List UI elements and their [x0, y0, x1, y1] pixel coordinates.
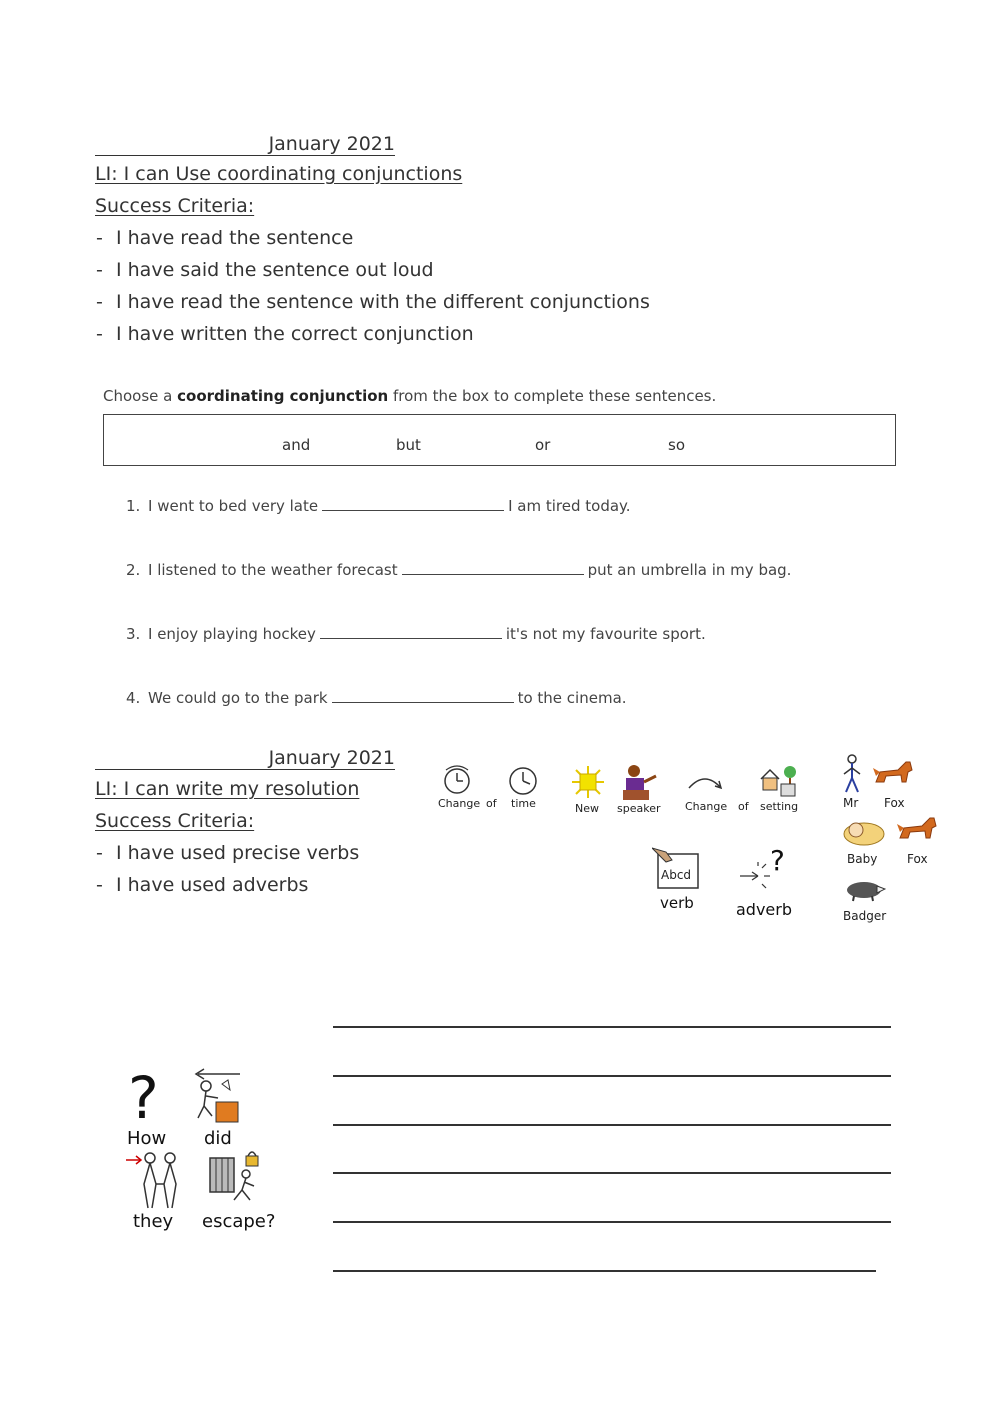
symbol-label: time — [511, 797, 536, 810]
question-after: I am tired today. — [508, 497, 631, 515]
adverb-label: adverb — [736, 900, 793, 919]
badger-icon — [844, 876, 886, 902]
criteria-item: - I have read the sentence — [96, 227, 354, 249]
man-icon — [840, 754, 864, 794]
verb-label: verb — [660, 894, 694, 912]
character-label: Badger — [843, 909, 887, 923]
word-and: and — [282, 436, 311, 454]
instruction — [103, 387, 716, 405]
escape-icon — [206, 1150, 268, 1208]
symbol-label: Change — [685, 800, 728, 813]
question-before: I enjoy playing hockey — [148, 625, 316, 643]
success-criteria-title: Success Criteria: — [95, 195, 255, 217]
learning-intention: LI: I can write my resolution — [95, 778, 360, 800]
writing-line[interactable] — [333, 1122, 891, 1126]
question-before: I listened to the weather forecast — [148, 561, 398, 579]
instruction-bold: coordinating conjunction — [177, 387, 389, 405]
criteria-item: - I have written the correct conjunction — [96, 323, 474, 345]
criteria-text: I have used precise verbs — [116, 842, 360, 864]
date: January 2021 — [268, 133, 395, 155]
symbol-label: of — [738, 800, 749, 813]
learning-intention: LI: I can Use coordinating conjunctions — [95, 163, 463, 185]
symbol-label: speaker — [617, 802, 661, 815]
criteria-item: - I have used adverbs — [96, 874, 309, 896]
character-label: Fox — [907, 852, 928, 866]
question-after: it's not my favourite sport. — [505, 625, 706, 643]
writing-line[interactable] — [333, 1073, 891, 1077]
svg-text:?: ? — [128, 1066, 159, 1126]
symbol-label: of — [486, 797, 497, 810]
writing-line[interactable] — [333, 1268, 876, 1272]
symbol-label: New — [575, 802, 599, 815]
answer-blank[interactable] — [402, 562, 584, 575]
instruction-post: from the box to complete these sentences. — [393, 387, 717, 405]
character-label: Mr — [843, 796, 859, 810]
success-criteria-title: Success Criteria: — [95, 810, 255, 832]
writing-line[interactable] — [333, 1170, 891, 1174]
question-number: 4. — [126, 689, 141, 707]
date-line — [95, 131, 395, 156]
question-after: to the cinema. — [517, 689, 627, 707]
fox-icon — [896, 814, 940, 844]
adverb-icon — [736, 846, 792, 890]
verb-icon — [652, 846, 700, 890]
criteria-text: I have read the sentence — [116, 227, 354, 249]
svg-text:Abcd: Abcd — [661, 868, 692, 882]
symbol-label: Change — [438, 797, 481, 810]
question — [126, 625, 706, 643]
did-icon — [192, 1068, 244, 1128]
curved-arrow-icon — [686, 770, 724, 794]
setting-icon — [760, 764, 798, 798]
date-line — [95, 745, 395, 770]
writing-line[interactable] — [333, 1219, 891, 1223]
question-mark-icon — [126, 1066, 166, 1126]
criteria-text: I have written the correct conjunction — [116, 323, 474, 345]
question-before: We could go to the park — [148, 689, 328, 707]
criteria-item: - I have said the sentence out loud — [96, 259, 434, 281]
prompt-word: How — [127, 1128, 167, 1149]
speaker-icon — [620, 762, 660, 802]
answer-blank[interactable] — [332, 690, 514, 703]
question — [126, 689, 627, 707]
character-label: Baby — [847, 852, 878, 866]
instruction-pre: Choose a — [103, 387, 173, 405]
question-after: put an umbrella in my bag. — [587, 561, 792, 579]
prompt-word: did — [204, 1128, 232, 1149]
prompt-word: escape? — [202, 1211, 276, 1232]
clock-rewind-icon — [440, 764, 474, 796]
question — [126, 561, 791, 579]
question-before: I went to bed very late — [148, 497, 319, 515]
criteria-text: I have used adverbs — [116, 874, 309, 896]
writing-line[interactable] — [333, 1024, 891, 1028]
character-label: Fox — [884, 796, 905, 810]
prompt-word: they — [133, 1211, 174, 1232]
criteria-item: - I have used precise verbs — [96, 842, 360, 864]
question-number: 3. — [126, 625, 141, 643]
word-so: so — [668, 436, 685, 454]
question-number: 1. — [126, 497, 141, 515]
question — [126, 497, 631, 515]
criteria-item: - I have read the sentence with the different conjunctions — [96, 291, 650, 313]
symbol-label: setting — [760, 800, 799, 813]
they-icon — [124, 1150, 186, 1212]
criteria-text: I have said the sentence out loud — [116, 259, 434, 281]
svg-text:?: ? — [770, 846, 785, 877]
question-number: 2. — [126, 561, 141, 579]
baby-icon — [842, 818, 886, 848]
answer-blank[interactable] — [320, 626, 502, 639]
date: January 2021 — [268, 747, 395, 769]
answer-blank[interactable] — [322, 498, 504, 511]
fox-icon — [872, 758, 916, 788]
word-box — [103, 414, 896, 466]
criteria-text: I have read the sentence with the different conjunctions — [116, 291, 650, 313]
clock-icon — [506, 764, 540, 796]
word-or: or — [535, 436, 551, 454]
sun-icon — [570, 764, 606, 800]
word-but: but — [396, 436, 421, 454]
